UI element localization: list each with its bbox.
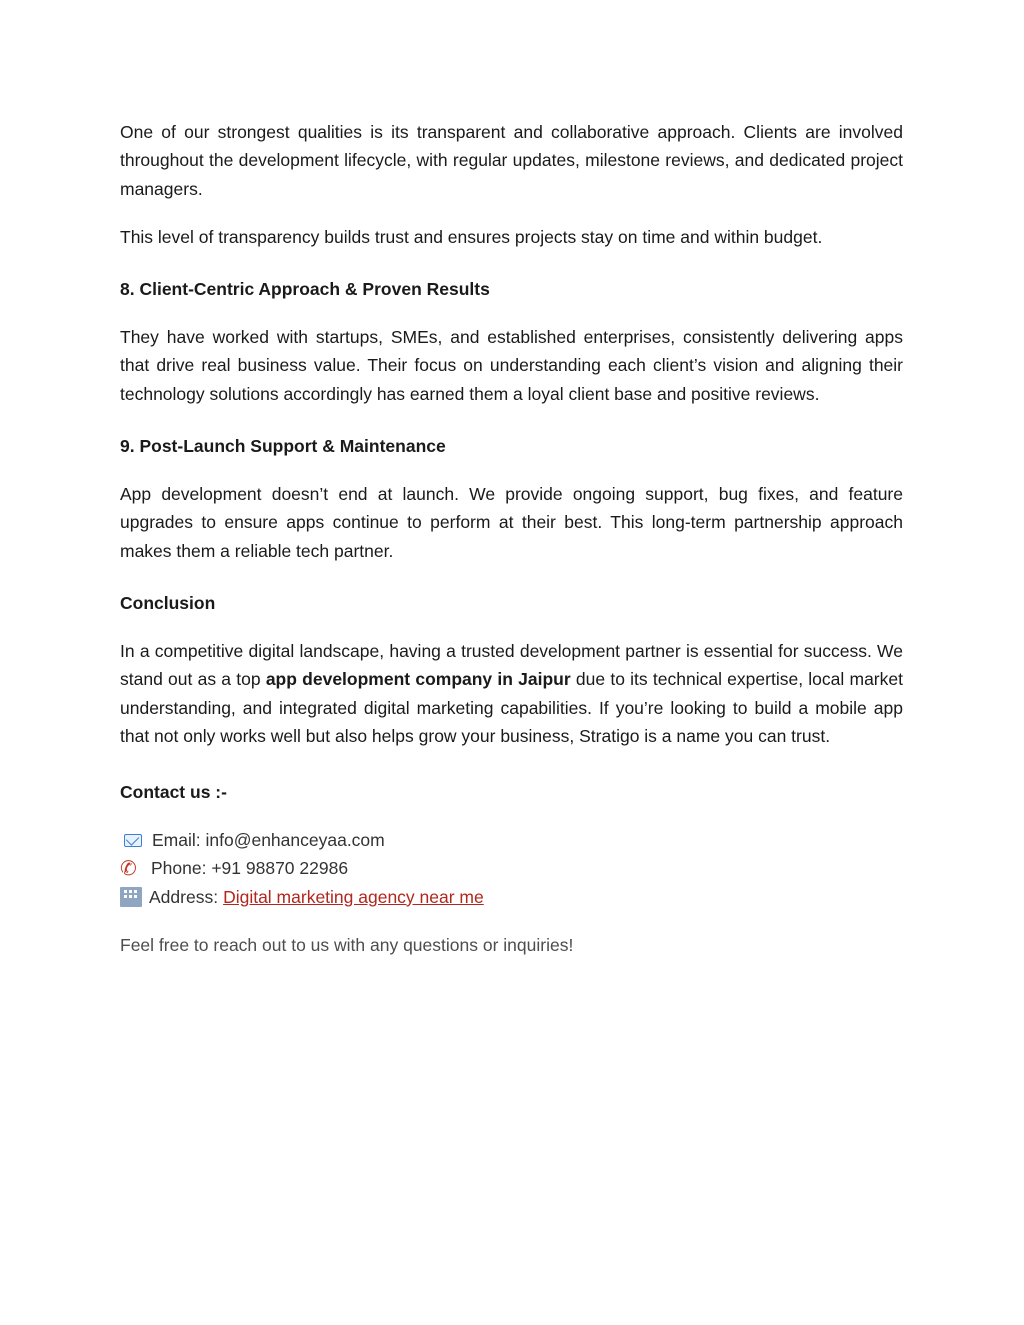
- contact-phone-line: [120, 854, 903, 882]
- address-link[interactable]: Digital marketing agency near me: [223, 886, 484, 907]
- contact-address-label: Address:: [149, 886, 219, 907]
- contact-phone: Phone: +91 98870 22986: [151, 858, 349, 879]
- email-icon: [124, 834, 142, 847]
- contact-address-line: [120, 883, 903, 911]
- conclusion-heading: Conclusion: [120, 592, 216, 613]
- building-icon: [120, 887, 142, 907]
- section-8-body: They have worked with startups, SMEs, and established enterprises, consistently delivering apps that drive real business value. Their focus on understanding each client’s vision and aligning their technology solutions accordingly has earned them a loyal client base and positive reviews.: [120, 327, 903, 404]
- conclusion-body: [120, 637, 903, 750]
- intro-paragraph-2: This level of transparency builds trust and ensures projects stay on time and within budget.: [120, 226, 823, 247]
- intro-paragraph-1: One of our strongest qualities is its transparent and collaborative approach. Clients are involved throughout the development lifecycle, with regular updates, milestone reviews, and dedicated project managers.: [120, 122, 903, 199]
- conclusion-text-before: In a competitive digital landscape, having a trusted development partner is essential for success. We stand out as a top: [120, 640, 903, 690]
- contact-footer: Feel free to reach out to us with any questions or inquiries!: [120, 935, 574, 956]
- contact-heading: Contact us :-: [120, 782, 227, 803]
- phone-icon: ✆: [120, 857, 137, 880]
- conclusion-keyword: app development company in Jaipur: [265, 669, 571, 690]
- section-9-heading: 9. Post-Launch Support & Maintenance: [120, 436, 446, 457]
- contact-email-line: [120, 826, 903, 854]
- document-page: [120, 118, 903, 959]
- section-9-body: App development doesn’t end at launch. We provide ongoing support, bug fixes, and feature upgrades to ensure apps continue to perform at their best. This long-term partnership approach makes them a reliable tech partner.: [120, 484, 903, 561]
- conclusion-text-after: due to its technical expertise, local market understanding, and integrated digital marketing capabilities. If you’re looking to build a mobile app that not only works well but also helps grow your business, Stratigo is a name you can trust.: [120, 669, 903, 746]
- contact-email: Email: info@enhanceyaa.com: [152, 830, 385, 851]
- section-8-heading: 8. Client-Centric Approach & Proven Results: [120, 279, 490, 300]
